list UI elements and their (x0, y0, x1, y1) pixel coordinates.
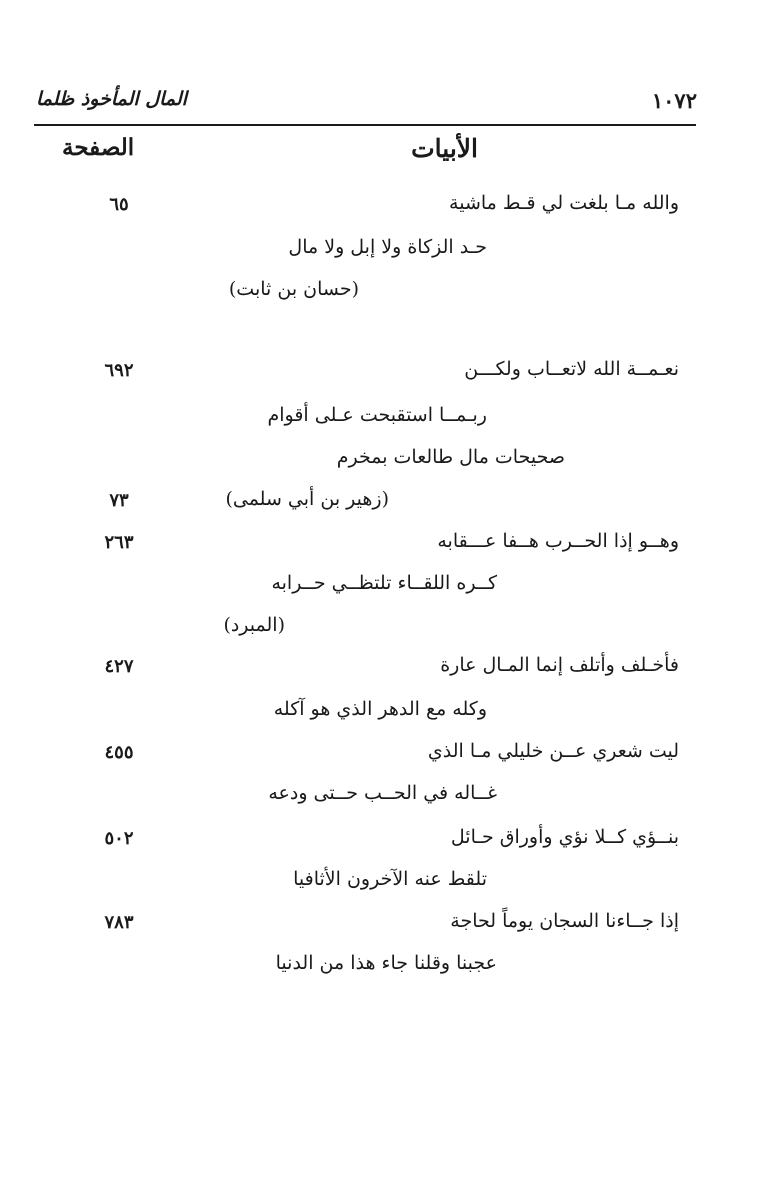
verse-line: تلقط عنه الآخرون الأثافيا (293, 868, 487, 890)
page-ref: ٦٩٢ (104, 360, 134, 381)
verse-line: فأخـلف وأتلف إنما المـال عارة (440, 654, 679, 676)
verse-line: عجبنا وقلنا جاء هذا من الدنيا (275, 952, 497, 974)
verse-author: (زهير بن أبي سلمى) (225, 488, 389, 510)
verse-line: كــره اللقــاء تلتظــي حــرابه (271, 572, 497, 594)
page-ref: ٧٨٣ (104, 912, 134, 933)
page-number: ١٠٧٢ (651, 88, 697, 113)
page-ref: ٤٥٥ (104, 742, 134, 763)
page-ref: ٥٠٢ (104, 828, 134, 849)
page-ref: ٤٢٧ (104, 656, 134, 677)
verse-line: وهــو إذا الحــرب هــفا عـــقابه (437, 530, 679, 552)
verse-line: صحيحات مال طالعات بمخرم (336, 446, 565, 468)
page-ref: ٢٦٣ (104, 532, 134, 553)
verse-line: حـد الزكاة ولا إبل ولا مال (288, 236, 487, 258)
page-column-heading: الصفحة (62, 134, 135, 161)
verse-line: والله مـا بلغت لي قـط ماشية (449, 192, 679, 214)
verses-column-heading: الأبيات (411, 134, 478, 163)
page-ref: ٧٣ (109, 490, 129, 511)
verse-line: إذا جــاءنا السجان يوماً لحاجة (450, 910, 679, 932)
verse-line: ليت شعري عــن خليلي مـا الذي (427, 740, 679, 762)
verse-author: (المبرد) (223, 614, 285, 636)
running-title: المال المأخوذ ظلما (36, 88, 187, 110)
page-ref: ٦٥ (109, 194, 129, 215)
verse-line: بنــؤي كــلا نؤي وأوراق حـائل (450, 826, 679, 848)
verse-line: نعـمــة الله لاتعــاب ولكـــن (464, 358, 679, 380)
verse-author: (حسان بن ثابت) (228, 278, 359, 300)
verse-line: غــاله في الحــب حــتى ودعه (268, 782, 497, 804)
verse-line: وكله مع الدهر الذي هو آكله (273, 698, 487, 720)
header-rule (34, 124, 696, 126)
verse-line: ربـمــا استقبحت عـلى أقوام (267, 404, 487, 426)
